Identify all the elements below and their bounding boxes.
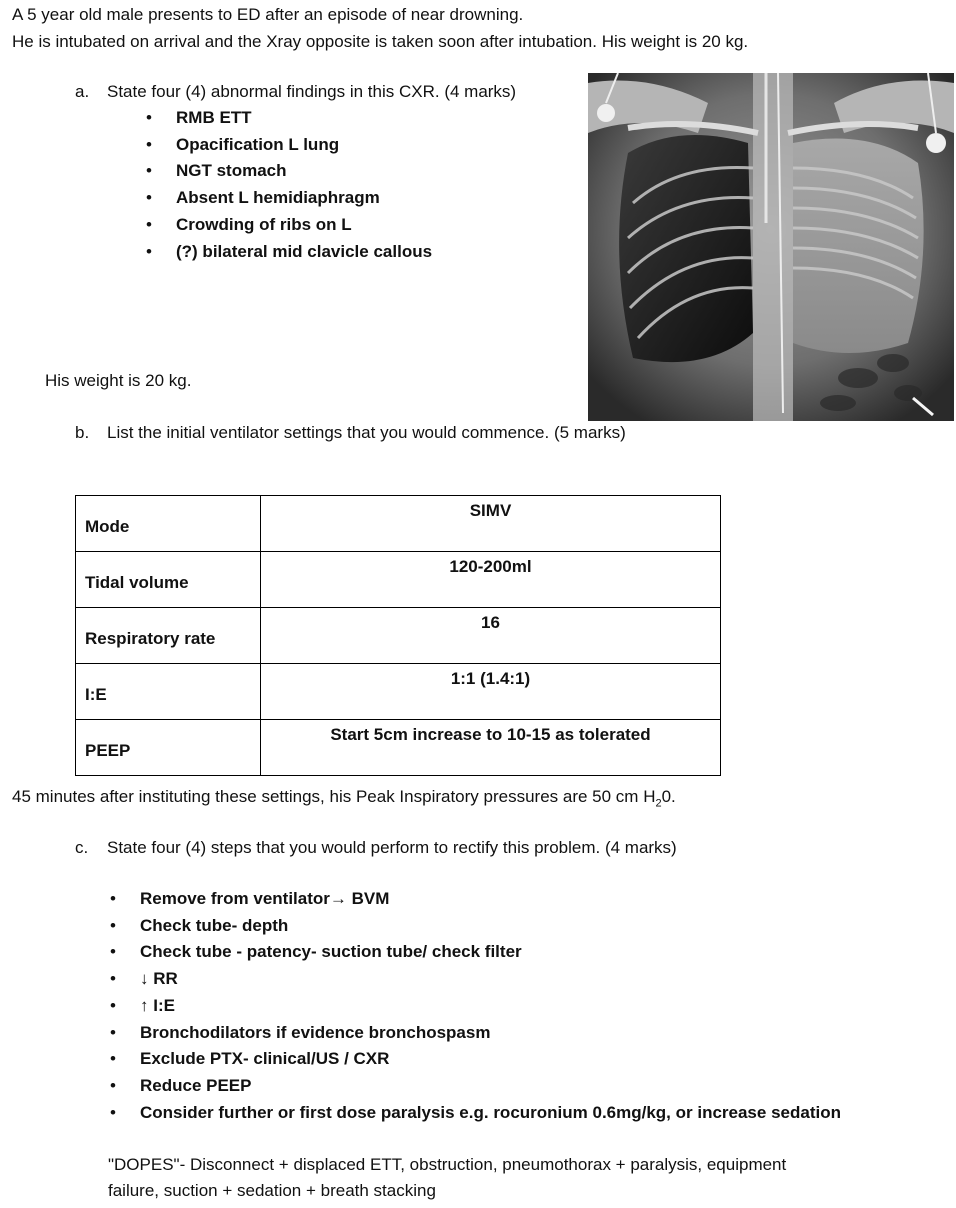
list-item: • Reduce PEEP bbox=[110, 1073, 841, 1100]
question-a-label: a. bbox=[75, 82, 90, 101]
list-item: • Opacification L lung bbox=[146, 132, 432, 159]
list-item: • Check tube- depth bbox=[110, 913, 841, 940]
mnemonic-line-2: failure, suction + sedation + breath stacking bbox=[108, 1181, 436, 1200]
question-b bbox=[75, 423, 626, 443]
list-item: • ↑ I:E bbox=[110, 993, 841, 1020]
mnemonic-line-1: "DOPES"- Disconnect + displaced ETT, obstruction, pneumothorax + paralysis, equipment bbox=[108, 1155, 787, 1174]
list-item: • (?) bilateral mid clavicle callous bbox=[146, 239, 432, 266]
xray-drawing bbox=[588, 73, 954, 421]
list-item: • Remove from ventilator→ BVM bbox=[110, 886, 841, 913]
list-item: • Bronchodilators if evidence bronchospasm bbox=[110, 1020, 841, 1047]
list-item: • Crowding of ribs on L bbox=[146, 212, 432, 239]
list-item: • Absent L hemidiaphragm bbox=[146, 185, 432, 212]
table-row bbox=[76, 720, 721, 776]
weight-note: His weight is 20 kg. bbox=[45, 371, 192, 390]
list-item: • Consider further or first dose paralysis e.g. rocuronium 0.6mg/kg, or increase sedation bbox=[110, 1100, 841, 1127]
pressure-note-subscript: 2 bbox=[655, 797, 662, 810]
list-item: • Check tube - patency- suction tube/ check filter bbox=[110, 939, 841, 966]
setting-value: SIMV bbox=[261, 496, 721, 552]
list-item: • RMB ETT bbox=[146, 105, 432, 132]
question-b-label: b. bbox=[75, 423, 90, 442]
setting-value: Start 5cm increase to 10-15 as tolerated bbox=[261, 720, 721, 776]
list-item: • NGT stomach bbox=[146, 158, 432, 185]
chest-xray-image bbox=[588, 73, 954, 421]
table-row bbox=[76, 608, 721, 664]
ventilator-settings-table bbox=[75, 495, 721, 776]
table-row bbox=[76, 664, 721, 720]
setting-name: I:E bbox=[76, 664, 261, 720]
setting-name: Respiratory rate bbox=[76, 608, 261, 664]
intro-line-2: He is intubated on arrival and the Xray opposite is taken soon after intubation. His weight is 20 kg. bbox=[12, 32, 749, 51]
table-row bbox=[76, 496, 721, 552]
setting-value: 120-200ml bbox=[261, 552, 721, 608]
pressure-note-end: 0. bbox=[661, 787, 676, 806]
question-c-text: State four (4) steps that you would perform to rectify this problem. (4 marks) bbox=[107, 838, 677, 857]
table-row bbox=[76, 552, 721, 608]
answers-a-list bbox=[146, 105, 432, 265]
pressure-note bbox=[12, 787, 676, 809]
question-c-label: c. bbox=[75, 838, 89, 857]
pressure-note-text: 45 minutes after instituting these settings, his Peak Inspiratory pressures are 50 cm H bbox=[12, 787, 656, 806]
setting-value: 1:1 (1.4:1) bbox=[261, 664, 721, 720]
setting-name: Tidal volume bbox=[76, 552, 261, 608]
list-item: • Exclude PTX- clinical/US / CXR bbox=[110, 1046, 841, 1073]
question-a-text: State four (4) abnormal findings in this CXR. (4 marks) bbox=[107, 82, 517, 101]
setting-name: PEEP bbox=[76, 720, 261, 776]
question-c bbox=[75, 838, 677, 858]
answers-c-list bbox=[110, 886, 841, 1126]
question-b-text: List the initial ventilator settings that you would commence. (5 marks) bbox=[107, 423, 626, 442]
setting-value: 16 bbox=[261, 608, 721, 664]
intro-line-1: A 5 year old male presents to ED after an episode of near drowning. bbox=[12, 5, 524, 24]
list-item: • ↓ RR bbox=[110, 966, 841, 993]
setting-name: Mode bbox=[76, 496, 261, 552]
question-a bbox=[75, 82, 516, 102]
